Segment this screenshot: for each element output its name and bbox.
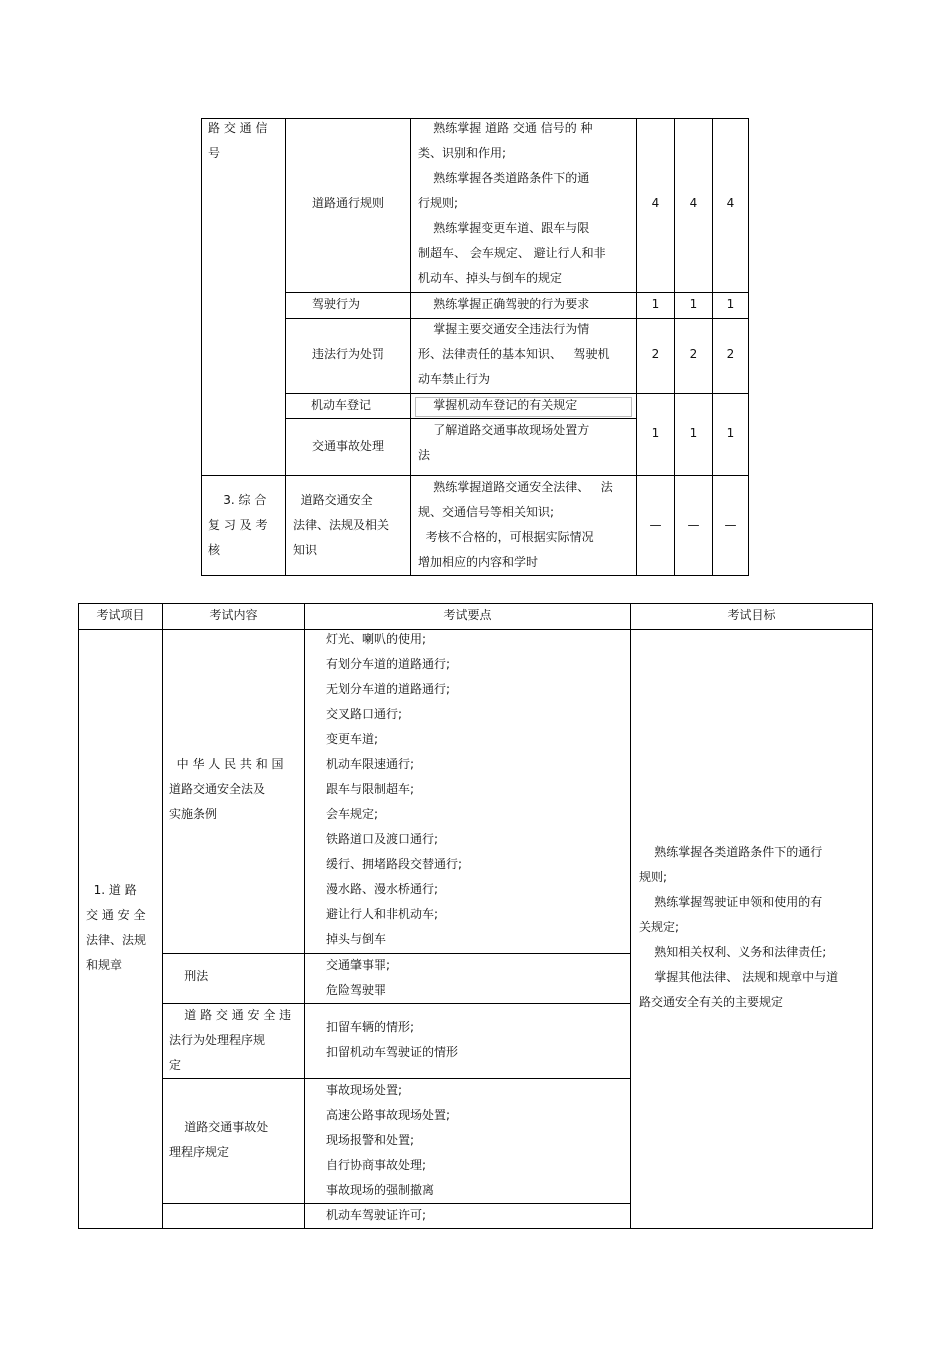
list-item: 漫水路、漫水桥通行; xyxy=(326,882,439,896)
list-item: 现场报警和处置; xyxy=(326,1133,415,1147)
list-item: 掉头与倒车 xyxy=(326,932,387,946)
content-vehicle-registration: 机动车登记 xyxy=(310,398,371,412)
header-exam-points: 考试要点 xyxy=(443,608,492,622)
exam-objective-text: 熟练掌握各类道路条件下的通行 规则; 熟练掌握驾驶证申领和使用的有 关规定; 熟知相关权利、义务和法律责任; 掌握其他法律、 法规和规章中与道 路交通安全有关的主要规定 xyxy=(639,845,839,1009)
header-exam-content: 考试内容 xyxy=(209,608,258,622)
points-accident-procedure xyxy=(326,1078,450,1203)
content-driving-behavior: 驾驶行为 xyxy=(311,297,360,311)
list-item: 高速公路事故现场处置; xyxy=(326,1108,451,1122)
hours-cell: 2 xyxy=(689,347,698,361)
list-item: 事故现场的强制撤离 xyxy=(326,1183,435,1197)
section-review-exam: 3. 综 合 复 习 及 考 核 xyxy=(208,493,268,557)
requirement-driving-behavior: 熟练掌握正确驾驶的行为要求 xyxy=(418,297,590,311)
hours-cell: 2 xyxy=(726,347,735,361)
hours-cell: 1 xyxy=(689,426,698,440)
list-item: 灯光、喇叭的使用; xyxy=(326,632,427,646)
points-violation-procedure xyxy=(326,1015,458,1065)
requirement-road-rules: 熟练掌握 道路 交通 信号的 种 类、识别和作用; 熟练掌握各类道路条件下的通 行规则; 熟练掌握变更车道、跟车与限 制超车、 会车规定、 避让行人和非 机动车、掉头与倒车的规定 xyxy=(418,121,606,285)
list-item: 避让行人和非机动车; xyxy=(326,907,439,921)
list-item: 事故现场处置; xyxy=(326,1083,403,1097)
hours-cell: 2 xyxy=(651,347,660,361)
content-traffic-law-knowledge: 道路交通安全 法律、法规及相关 知识 xyxy=(293,493,390,557)
content-road-rules: 道路通行规则 xyxy=(311,196,384,210)
hours-cell: — xyxy=(687,518,700,532)
hours-cell: 1 xyxy=(726,297,735,311)
content-accident-procedure: 道路交通事故处 理程序规定 xyxy=(169,1120,269,1159)
hours-cell: 1 xyxy=(651,297,660,311)
header-exam-item: 考试项目 xyxy=(96,608,145,622)
list-item: 交通肇事罪; xyxy=(326,958,391,972)
header-exam-objective: 考试目标 xyxy=(727,608,776,622)
exam-item-traffic-law: 1. 道 路 交 通 安 全 法律、法规 和规章 xyxy=(86,883,147,972)
list-item: 有划分车道的道路通行; xyxy=(326,657,451,671)
hours-cell: 1 xyxy=(726,426,735,440)
list-item: 危险驾驶罪 xyxy=(326,983,387,997)
section-road-signals: 路 交 通 信 号 xyxy=(208,121,268,160)
hours-cell: — xyxy=(649,518,662,532)
points-license xyxy=(326,1203,426,1228)
requirement-vehicle-registration: 掌握机动车登记的有关规定 xyxy=(418,398,578,412)
content-traffic-safety-law: 中 华 人 民 共 和 国 道路交通安全法及 实施条例 xyxy=(169,757,284,821)
requirement-violation-penalty: 掌握主要交通安全违法行为情 形、法律责任的基本知识、 驾驶机 动车禁止行为 xyxy=(418,322,610,386)
hours-cell: 1 xyxy=(651,426,660,440)
points-criminal-law xyxy=(326,953,390,1003)
list-item: 机动车限速通行; xyxy=(326,757,415,771)
list-item: 会车规定; xyxy=(326,807,379,821)
list-item: 无划分车道的道路通行; xyxy=(326,682,451,696)
requirement-accident-handling: 了解道路交通事故现场处置方 法 xyxy=(418,423,590,462)
content-violation-procedure: 道 路 交 通 安 全 违 法行为处理程序规 定 xyxy=(169,1008,292,1072)
list-item: 交叉路口通行; xyxy=(326,707,403,721)
list-item: 扣留机动车驾驶证的情形 xyxy=(326,1045,459,1059)
list-item: 机动车驾驶证许可; xyxy=(326,1208,427,1222)
list-item: 铁路道口及渡口通行; xyxy=(326,832,439,846)
content-criminal-law: 刑法 xyxy=(169,969,209,983)
points-traffic-safety-law xyxy=(326,627,462,952)
requirement-traffic-law-knowledge: 熟练掌握道路交通安全法律、 法 规、交通信号等相关知识; 考核不合格的，可根据实际情况 增加相应的内容和学时 xyxy=(418,480,613,569)
content-violation-penalty: 违法行为处罚 xyxy=(311,347,384,361)
hours-cell: 4 xyxy=(726,196,735,210)
list-item: 扣留车辆的情形; xyxy=(326,1020,415,1034)
list-item: 自行协商事故处理; xyxy=(326,1158,427,1172)
hours-cell: — xyxy=(724,518,737,532)
list-item: 跟车与限制超车; xyxy=(326,782,415,796)
list-item: 变更车道; xyxy=(326,732,379,746)
hours-cell: 4 xyxy=(689,196,698,210)
list-item: 缓行、拥堵路段交替通行; xyxy=(326,857,463,871)
content-accident-handling: 交通事故处理 xyxy=(311,439,384,453)
hours-cell: 1 xyxy=(689,297,698,311)
hours-cell: 4 xyxy=(651,196,660,210)
